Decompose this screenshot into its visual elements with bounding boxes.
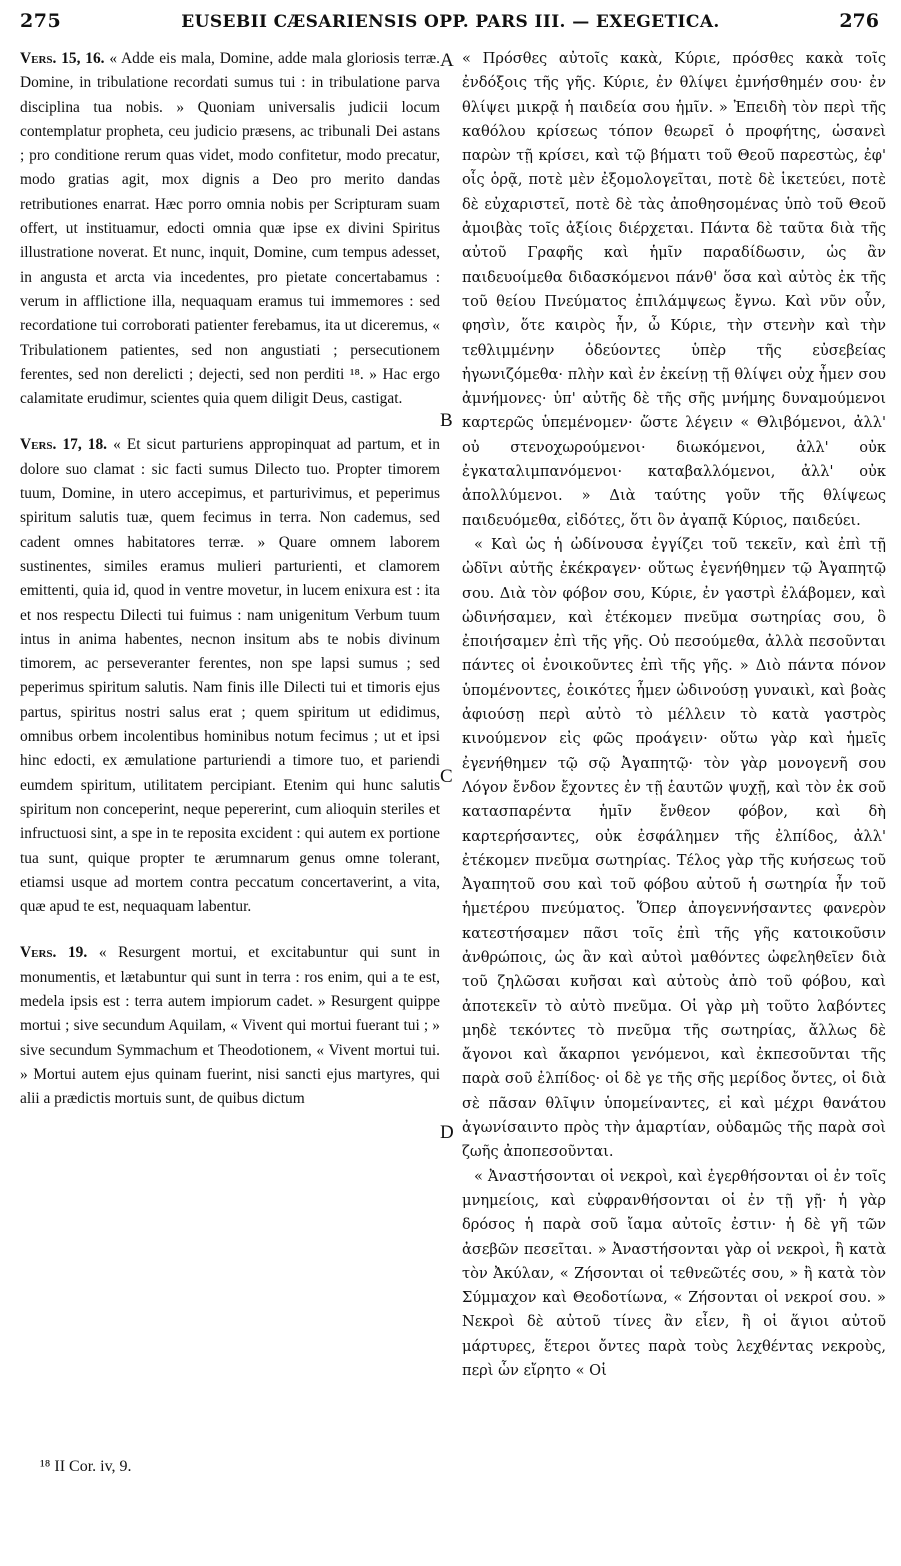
footnote: ¹⁸ II Cor. iv, 9.	[40, 1458, 132, 1475]
margin-marker-a: A	[440, 50, 454, 71]
page-number-left: 275	[20, 10, 62, 32]
verse-label: Vers. 17, 18.	[20, 436, 108, 454]
greek-column	[462, 47, 886, 1383]
latin-paragraph	[20, 941, 440, 1111]
margin-marker-b: B	[440, 410, 453, 431]
margin-marker-c: C	[440, 766, 453, 787]
latin-text: « Adde eis mala, Domine, adde mala gloriosis terræ. Domine, in tribulatione recordati sumus tui : in tribulatione parva disciplina tua nobis. » Quoniam universalis judicii locum contemplatur propheta, ceu judicio præsens, ac tribunali Dei astans ; pro conditione rerum quas videt, modo confitetur, modo precatur, modo gratias agit, mox dignis a Deo pro merito dandas retributiones enarrat. Hæc porro omnia nobis per Scripturam suam offert, ut instituamur, edocti omnia quæ ipse ex divini Spiritus illustratione noverat. Et nunc, inquit, Domine, cum tempus adesset, in angusta et arcta via incedentes, pro pietate concertabamus : verum in afflictione illa, nequaquam eramus tui immemores : sed recordatione tui corroborati patienter ferebamus, ita ut diceremus, « Tribulationem patientes, sed non angustiati ; persecutionem ferentes, sed non derelicti ; dejecti, sed non perditi ¹⁸. » Hac ergo calamitate erudimur, scientes quia quem diligit Deus, castigat.	[20, 50, 440, 408]
verse-label: Vers. 19.	[20, 944, 88, 962]
greek-paragraph: « Πρόσθες αὐτοῖς κακὰ, Κύριε, πρόσθες κακὰ τοῖς ἐνδόξοις τῆς γῆς. Κύριε, ἐν θλίψει ἐμνήσθημέν σου· ἐν θλίψει μικρᾷ ἡ παιδεία σου ἡμῖν. » Ἐπειδὴ τὸν περὶ τῆς καθόλου κρίσεως τόπον θεωρεῖ ὁ προφήτης, ὡσανεὶ παρὼν τῇ κρίσει, καὶ τῷ βήματι τοῦ Θεοῦ παρεστὼς, ἐφ' οἷς ὁρᾷ, ποτὲ μὲν ἐξομολογεῖται, ποτὲ δὲ ἱκετεύει, ποτὲ δὲ εὐχαριστεῖ, ποτὲ δὲ τὰς ἀποθησομένας ὑπὸ τοῦ Θεοῦ ἀμοιβὰς τοῖς ἀξίοις διέρχεται. Πάντα δὲ ταῦτα διὰ τῆς αὐτοῦ Γραφῆς καὶ ἡμῖν παραδίδωσιν, ὡς ἂν παιδευοίμεθα διδασκόμενοι πάνθ' ὅσα καὶ αὐτὸς ἐκ τῆς τοῦ θείου Πνεύματος ἐπιλάμψεως ἔγνω. Καὶ νῦν οὖν, φησὶν, ὅτε καιρὸς ἦν, ὦ Κύριε, τὴν στενὴν καὶ τὴν τεθλιμμένην ὁδεύοντες ὑπὲρ τῆς εὐσεβείας ἠγωνιζόμεθα· πλὴν καὶ ἐν ἐκείνῃ τῇ θλίψει οὐχ ἦμεν σου ἀμνήμονες· ὑπ' αὐτῆς δὲ τῆς σῆς μνήμης δυναμούμενοι καρτερῶς ὑπεμένομεν· ὥστε λέγειν « Θλιβόμενοι, ἀλλ' οὐ στενοχωρούμενοι· διωκόμενοι, ἀλλ' οὐκ ἐγκαταλιμπανόμενοι· καταβαλλόμενοι, ἀλλ' οὐκ ἀπολλύμενοι. » Διὰ ταύτης γοῦν τῆς θλίψεως παιδευόμεθα, εἰδότες, ὅτι ὃν ἀγαπᾷ Κύριος, παιδεύει.	[462, 50, 886, 529]
latin-text: « Resurgent mortui, et excitabuntur qui sunt in monumentis, et lætabuntur qui sunt in terra : ros enim, qui a te est, medela ipsis est : terra autem impiorum cadet. » Resurgent quippe mortui ; sive secundum Aquilam, « Vivent qui mortui fuerant tui ; » sive secundum Symmachum et Theodotionem, « Vivent mortui tui. » Mortui autem ejus quinam fuerint, nisi sancti ejus martyres, qui alii a prædictis mortuis sunt, de quibus dictum	[20, 944, 441, 1108]
latin-paragraph	[20, 47, 440, 411]
page-number-right: 276	[839, 10, 879, 32]
margin-marker-d: D	[440, 1122, 454, 1143]
latin-text: « Et sicut parturiens appropinquat ad partum, et in dolore suo clamat : sic facti sumus Dilecto tuo. Propter timorem tuum, Domine, in utero accepimus, et parturivimus, et peperimus spiritum salutis tuæ, quem fecimus in terra. Non cademus, sed cadent omnes habitatores terræ. » Quare omnem laborem sustinentes, similes eramus mulieri parturienti, et clamorem emittenti, quia id, quod in ventre movetur, in lucem enixura est : ita et nos respectu Dilecti tui fuimus : nam unigenitum Verbum tuum intus in anima habentes, necnon insitum abs te nobis divinum timorem, ac perseveranter ferentes, non spe lapsi sumus ; sed peperimus spiritum salutis. Nam finis ille Dilecti tui et timoris ejus partus, spiritus nostri salus erat ; quem spiritum ut edidimus, omnibus orbem incolentibus hominibus notum fecimus ; ut et ipsi hinc edocti, ex æmulatione parturiendi a timore tuo, et pariendi eumdem spiritum, utilitatem percipiant. Etenim qui hunc salutis spiritum non conceperint, neque pepererint, cum alioquin steriles et infructuosi sint, a spe in te reposita excident : qui autem ex portione tua sunt, quique propter te ærumnarum genus omne tolerant, etiamsi usque ad mortem contra peccatum concertaverint, a vita, quæ apud te est, nequaquam labentur.	[20, 436, 440, 916]
page-header	[0, 10, 901, 44]
latin-paragraph	[20, 433, 440, 919]
greek-paragraph: « Καὶ ὡς ἡ ὠδίνουσα ἐγγίζει τοῦ τεκεῖν, καὶ ἐπὶ τῇ ὠδῖνι αὐτῆς ἐκέκραγεν· οὕτως ἐγενήθημεν τῷ Ἀγαπητῷ σου. Διὰ τὸν φόβον σου, Κύριε, ἐν γαστρὶ ἐλάβομεν, καὶ ὠδινήσαμεν, καὶ ἐτέκομεν πνεῦμα σωτηρίας σου, ὃ ἐποιήσαμεν ἐπὶ τῆς γῆς. Οὐ πεσούμεθα, ἀλλὰ πεσοῦνται πάντες οἱ ἐνοικοῦντες ἐπὶ τῆς γῆς. » Διὸ πάντα πόνον ὑπομένοντες, ἐοικότες ἦμεν ὠδινούσῃ γυναικὶ, καὶ βοὰς ἀφιούσῃ περὶ αὐτὸ τὸ μέλλειν τὸ κατὰ γαστρὸς κινούμενον εἰς φῶς προάγειν· οὕτω γὰρ καὶ ἡμεῖς ἐγενήθημεν τῷ σῷ Ἀγαπητῷ· τὸν γὰρ μονογενῆ σου Λόγον ἔνδον ἔχοντες ἐν τῇ ἑαυτῶν ψυχῇ, καὶ τὸν ἐκ σοῦ κατασπαρέντα ἡμῖν ἔνθεον φόβον, καὶ δὴ καρτερήσαντες, οὐκ ἐσφάλημεν τῆς ἐλπίδος, ἀλλ' ἐτέκομεν πνεῦμα σωτηρίας. Τέλος γὰρ τῆς κυήσεως τοῦ Ἀγαπητοῦ σου καὶ τοῦ φόβου αὐτοῦ ἡ σωτηρία ἦν τοῦ ἡμετέρου πνεύματος. Ὅπερ ἀπογεννήσαντες φανερὸν κατεστήσαμεν πᾶσι τοῖς ἐπὶ τῆς γῆς κατοικοῦσιν ἀνθρώποις, ὡς ἂν καὶ αὐτοὶ μαθόντες ὠφεληθεῖεν διὰ τοῦ ζηλῶσαι κυῆσαι καὶ αὐτοὺς ἀπὸ τοῦ φόβου, καὶ ἀποτεκεῖν τὸ αὐτὸ πνεῦμα. Οἱ γὰρ μὴ τοῦτο λαβόντες μηδὲ τεκόντες τὸ πνεῦμα τῆς σωτηρίας, ἄλλως δὲ ἄγονοι καὶ ἄκαρποι γενόμενοι, καὶ ἐκπεσοῦνται τῆς παρὰ σοῦ ἐλπίδος· οἱ δὲ γε τῆς σῆς μερίδος ὄντες, οἱ διὰ σὲ πᾶσαν θλῖψιν ὑπομείναντες, εἰ καὶ μέχρι θανάτου ἀγωνίσαιντο πρὸς τὴν ἁμαρτίαν, οὐδαμῶς τῆς παρὰ σοὶ ζωῆς ἀποπεσοῦνται.	[462, 535, 886, 1161]
latin-column	[20, 47, 440, 1111]
greek-paragraph: « Ἀναστήσονται οἱ νεκροὶ, καὶ ἐγερθήσονται οἱ ἐν τοῖς μνημείοις, καὶ εὐφρανθήσονται οἱ ἐν τῇ γῇ· ἡ γὰρ δρόσος ἡ παρὰ σοῦ ἴαμα αὐτοῖς ἐστιν· ἡ δὲ γῆ τῶν ἀσεβῶν πεσεῖται. » Ἀναστήσονται γὰρ οἱ νεκροὶ, ἢ κατὰ τὸν Ἀκύλαν, « Ζήσονται οἱ τεθνεῶτές σου, » ἢ κατὰ τὸν Σύμμαχον καὶ Θεοδοτίωνα, « Ζήσονται οἱ νεκροί σου. » Νεκροὶ δὲ αὐτοῦ τίνες ἂν εἶεν, ἢ οἱ ἅγιοι αὐτοῦ μάρτυρες, ἕτεροι ὄντες παρὰ τοὺς λεχθέντας νεκροὺς, περὶ ὧν εἴρητο « Οἱ	[462, 1167, 886, 1380]
verse-label: Vers. 15, 16.	[20, 50, 105, 67]
running-title: EUSEBII CÆSARIENSIS OPP. PARS III. — EXEGETICA.	[181, 12, 720, 32]
